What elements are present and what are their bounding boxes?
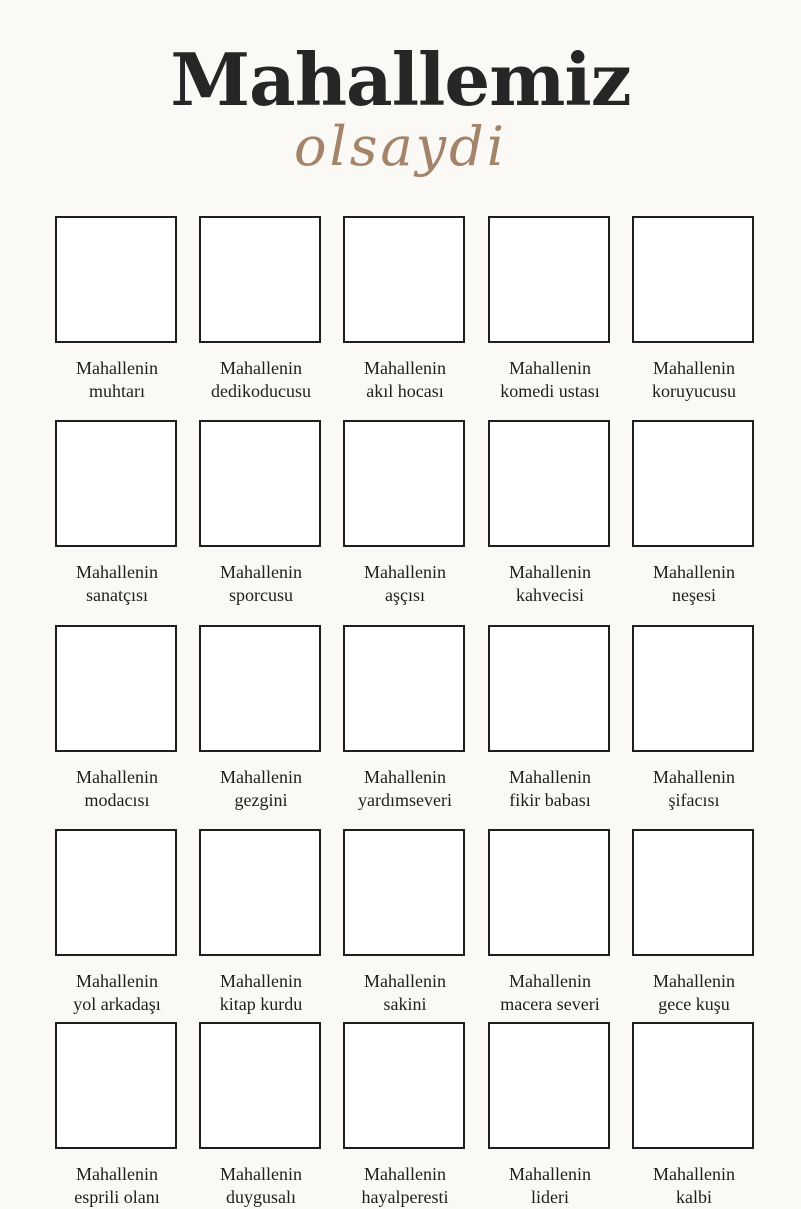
cell-label-line2: sporcusu: [229, 585, 293, 605]
cell-label-line2: aşçısı: [385, 585, 425, 605]
photo-box[interactable]: [199, 829, 321, 956]
cell-label-line2: kitap kurdu: [219, 994, 303, 1014]
cell-label-line1: Mahallenin: [364, 767, 446, 787]
photo-box[interactable]: [199, 625, 321, 752]
photo-box[interactable]: [55, 420, 177, 547]
cell-label-line2: neşesi: [672, 585, 716, 605]
cell-label-line2: dedikoducusu: [211, 381, 311, 401]
cell-label-line2: yardımseveri: [358, 790, 452, 810]
cell-label-line1: Mahallenin: [509, 767, 591, 787]
cell-label-line2: duygusalı: [226, 1187, 296, 1207]
cell-label-line1: Mahallenin: [364, 358, 446, 378]
cell-label-line2: kahvecisi: [516, 585, 584, 605]
cell-label-line2: koruyucusu: [652, 381, 736, 401]
photo-box[interactable]: [488, 216, 610, 343]
cell-label-line1: Mahallenin: [653, 767, 735, 787]
photo-box[interactable]: [55, 625, 177, 752]
cell-label-line2: hayalperesti: [361, 1187, 449, 1207]
photo-box[interactable]: [488, 420, 610, 547]
cell-label-line1: Mahallenin: [364, 971, 446, 991]
cell-label-line2: gece kuşu: [658, 994, 730, 1014]
cell-label-line1: Mahallenin: [76, 767, 158, 787]
cell-label-line1: Mahallenin: [76, 971, 158, 991]
cell-label-line1: Mahallenin: [364, 1164, 446, 1184]
cell-label-line1: Mahallenin: [653, 1164, 735, 1184]
photo-box[interactable]: [199, 420, 321, 547]
cell-label-line2: kalbi: [676, 1187, 712, 1207]
cell-label-line2: lideri: [531, 1187, 569, 1207]
cell-label-line1: Mahallenin: [76, 358, 158, 378]
photo-box[interactable]: [343, 829, 465, 956]
photo-box[interactable]: [55, 1022, 177, 1149]
photo-box[interactable]: [55, 216, 177, 343]
photo-box[interactable]: [488, 829, 610, 956]
cell-label-line1: Mahallenin: [76, 1164, 158, 1184]
cell-label-line1: Mahallenin: [220, 358, 302, 378]
cell-label-line1: Mahallenin: [220, 971, 302, 991]
page-title: Mahallemiz: [170, 37, 631, 122]
photo-box[interactable]: [199, 216, 321, 343]
cell-label-line1: Mahallenin: [653, 971, 735, 991]
cell-label-line2: gezgini: [234, 790, 288, 810]
cell-label-line2: sakini: [383, 994, 427, 1014]
photo-box[interactable]: [488, 1022, 610, 1149]
photo-box[interactable]: [343, 420, 465, 547]
cell-label-line2: esprili olanı: [74, 1187, 160, 1207]
cell-label-line1: Mahallenin: [509, 971, 591, 991]
cell-label-line2: modacısı: [84, 790, 150, 810]
photo-box[interactable]: [488, 625, 610, 752]
cell-label-line2: yol arkadaşı: [73, 994, 161, 1014]
photo-box[interactable]: [343, 1022, 465, 1149]
photo-box[interactable]: [632, 1022, 754, 1149]
cell-label-line1: Mahallenin: [364, 562, 446, 582]
cell-label-line2: komedi ustası: [500, 381, 600, 401]
photo-box[interactable]: [343, 216, 465, 343]
cell-label-line1: Mahallenin: [220, 1164, 302, 1184]
photo-box[interactable]: [343, 625, 465, 752]
photo-box[interactable]: [632, 625, 754, 752]
cell-label-line1: Mahallenin: [653, 562, 735, 582]
cell-label-line2: şifacısı: [668, 790, 720, 810]
photo-box[interactable]: [199, 1022, 321, 1149]
cell-label-line2: macera severi: [500, 994, 600, 1014]
cell-label-line1: Mahallenin: [509, 1164, 591, 1184]
photo-box[interactable]: [55, 829, 177, 956]
cell-label-line1: Mahallenin: [220, 767, 302, 787]
photo-box[interactable]: [632, 216, 754, 343]
cell-label-line2: fikir babası: [509, 790, 591, 810]
cell-label-line1: Mahallenin: [76, 562, 158, 582]
cell-label-line2: akıl hocası: [366, 381, 444, 401]
photo-box[interactable]: [632, 829, 754, 956]
cell-label-line1: Mahallenin: [509, 358, 591, 378]
cell-label-line2: sanatçısı: [86, 585, 148, 605]
photo-box[interactable]: [632, 420, 754, 547]
cell-label-line1: Mahallenin: [653, 358, 735, 378]
cell-label-line1: Mahallenin: [220, 562, 302, 582]
cell-label-line1: Mahallenin: [509, 562, 591, 582]
cell-label-line2: muhtarı: [89, 381, 145, 401]
page-subtitle: olsaydi: [293, 115, 508, 178]
